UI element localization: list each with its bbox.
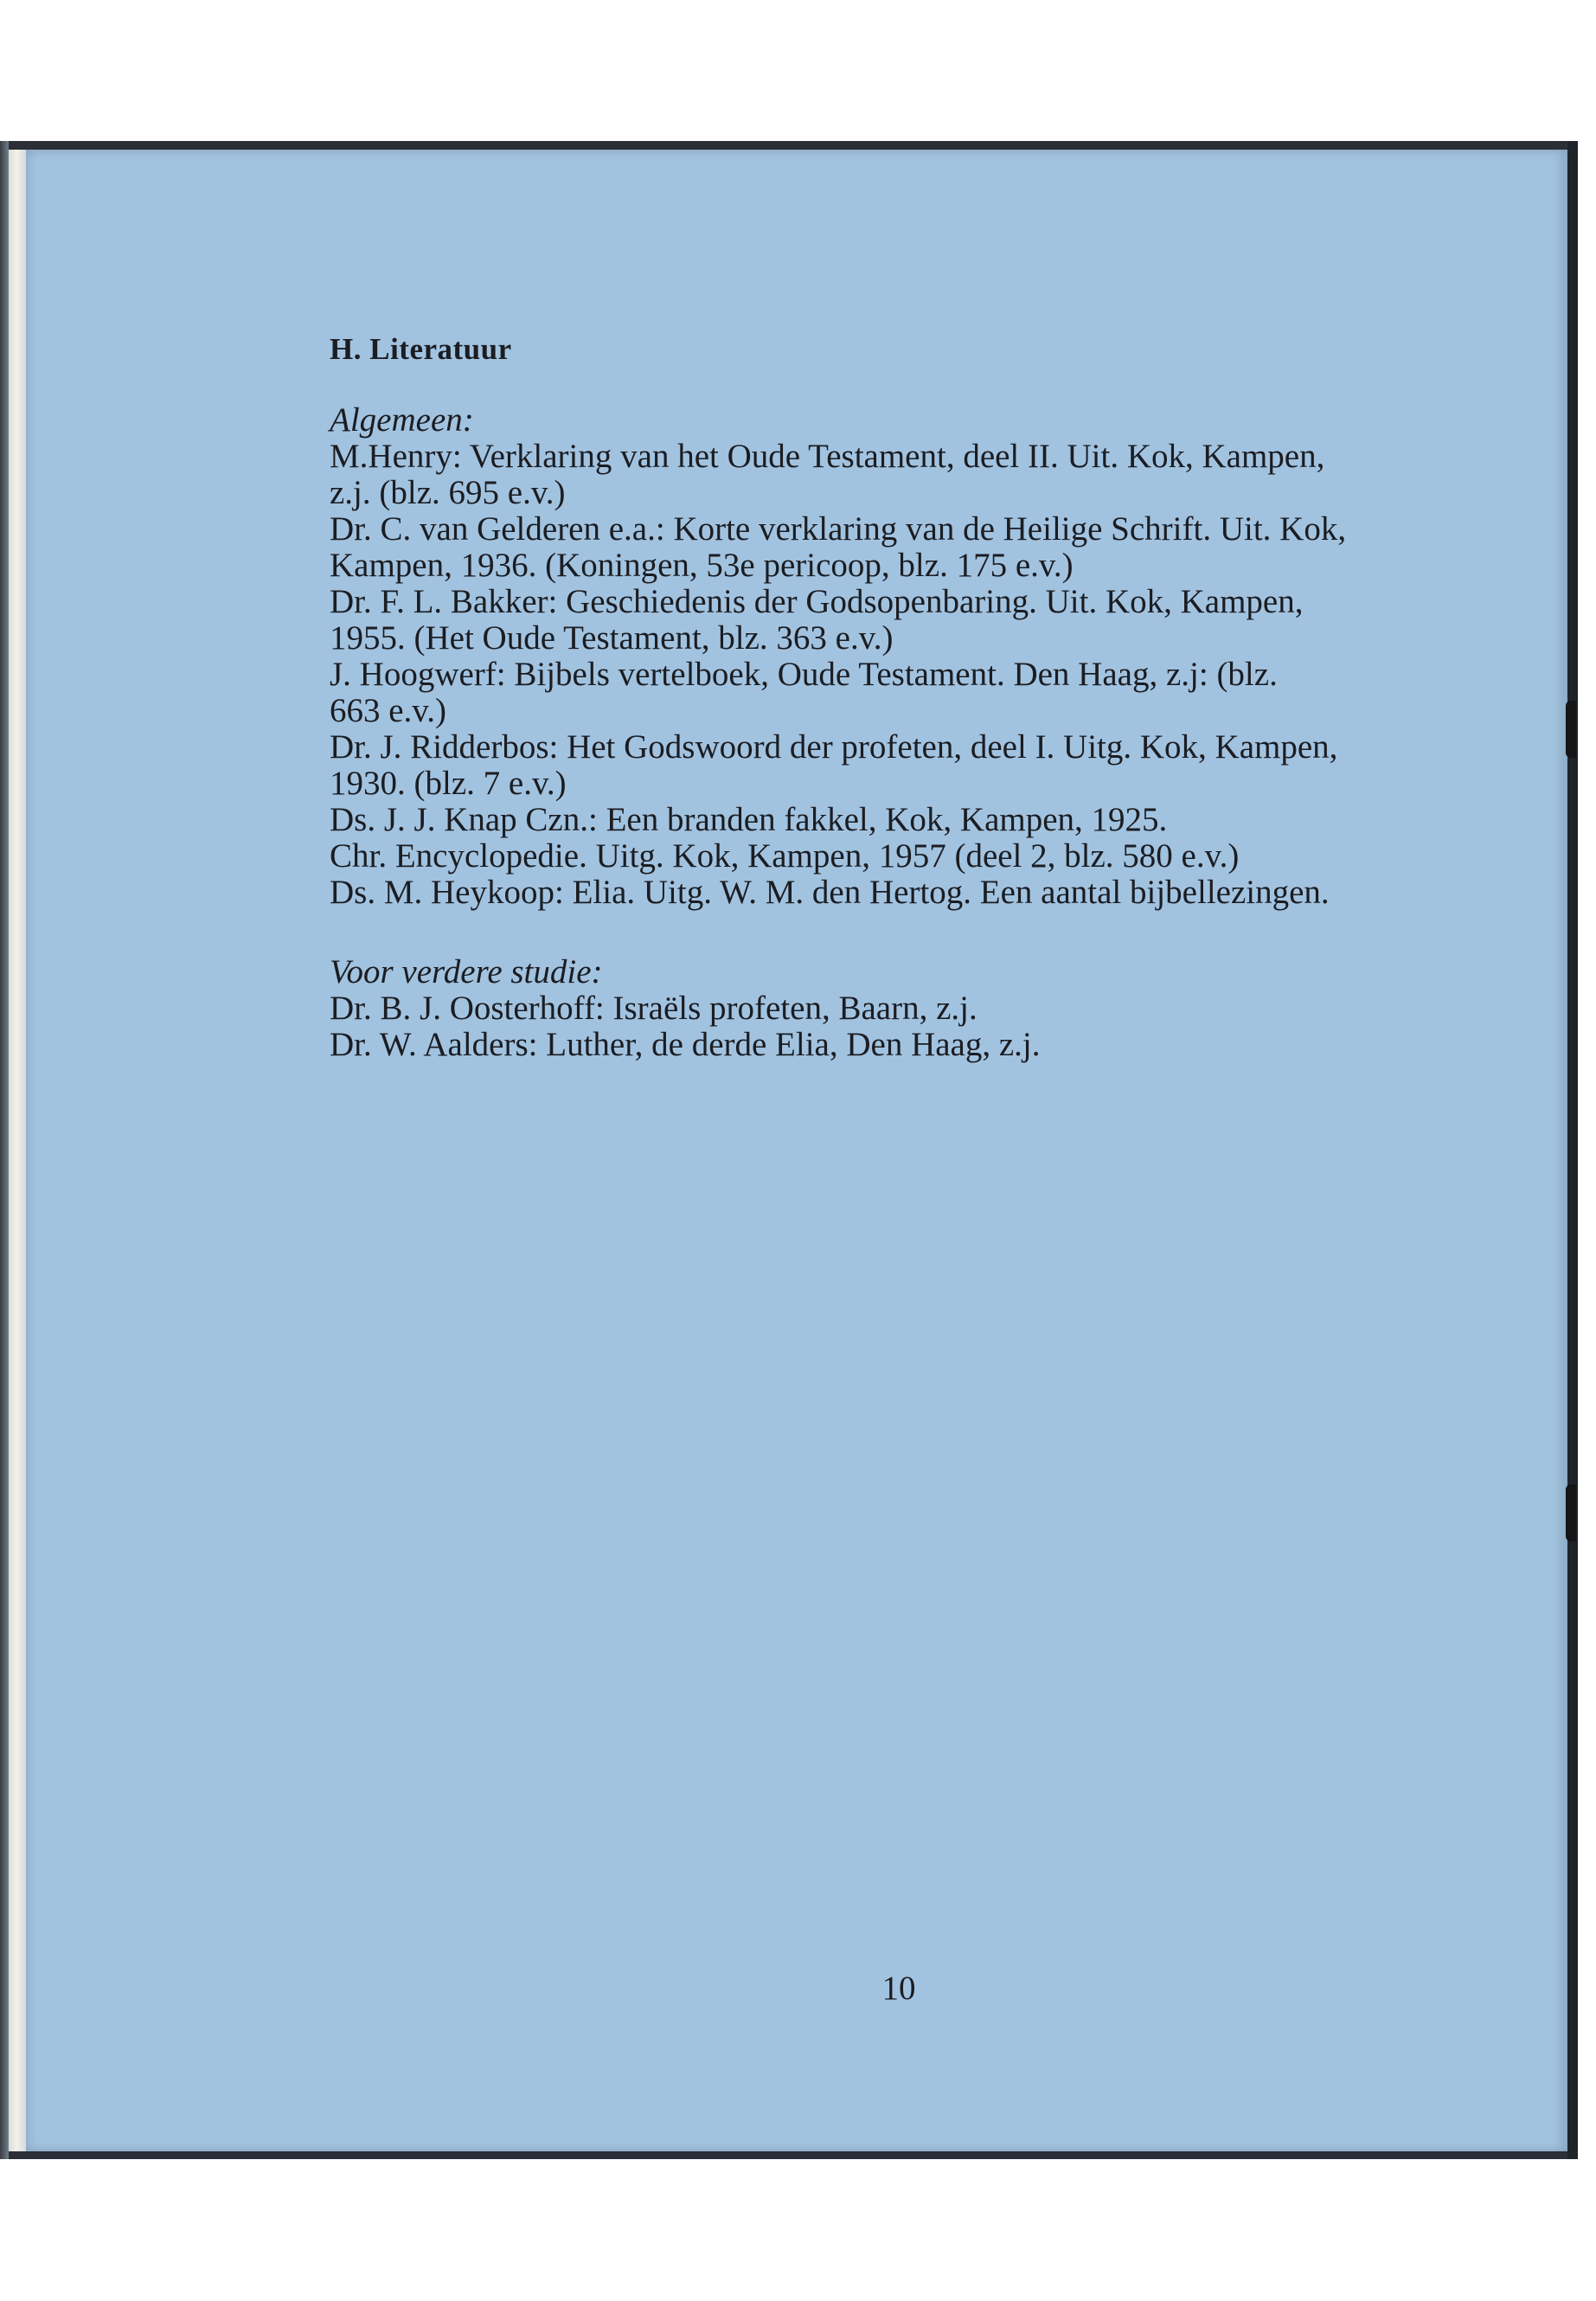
reference-line: z.j. (blz. 695 e.v.) bbox=[330, 474, 566, 511]
reference-line: Kampen, 1936. (Koningen, 53e pericoop, blz. 175 e.v.) bbox=[330, 547, 1074, 584]
reference-line: Ds. M. Heykoop: Elia. Uitg. W. M. den Hertog. Een aantal bijbellezingen. bbox=[330, 874, 1330, 911]
literature-further-study-block bbox=[330, 954, 1041, 1063]
page-stack-edge bbox=[9, 150, 28, 2151]
book-spine-left-edge bbox=[0, 141, 9, 2159]
binder-ring bbox=[1566, 1484, 1576, 1541]
reference-line: Chr. Encyclopedie. Uitg. Kok, Kampen, 1957 (deel 2, blz. 580 e.v.) bbox=[330, 837, 1240, 875]
reference-line: Dr. W. Aalders: Luther, de derde Elia, Den Haag, z.j. bbox=[330, 1026, 1041, 1063]
binder-ring bbox=[1566, 701, 1576, 758]
reference-line: Ds. J. J. Knap Czn.: Een branden fakkel, Kok, Kampen, 1925. bbox=[330, 801, 1168, 838]
subsection-label-further-study: Voor verdere studie: bbox=[330, 953, 603, 990]
reference-line: Dr. B. J. Oosterhoff: Israëls profeten, Baarn, z.j. bbox=[330, 990, 977, 1027]
reference-line: J. Hoogwerf: Bijbels vertelboek, Oude Testament. Den Haag, z.j: (blz. bbox=[330, 656, 1278, 693]
book-cover-top-edge bbox=[0, 141, 1576, 150]
reference-line: 1930. (blz. 7 e.v.) bbox=[330, 765, 567, 802]
section-heading: H. Literatuur bbox=[330, 332, 512, 366]
book-cover-bottom-edge bbox=[0, 2151, 1576, 2159]
page-number: 10 bbox=[881, 1970, 916, 2007]
reference-line: Dr. J. Ridderbos: Het Godswoord der profeten, deel I. Uitg. Kok, Kampen, bbox=[330, 728, 1338, 766]
reference-line: 663 e.v.) bbox=[330, 692, 447, 729]
book-cover-right-edge bbox=[1567, 141, 1578, 2159]
reference-line: Dr. F. L. Bakker: Geschiedenis der Godsopenbaring. Uit. Kok, Kampen, bbox=[330, 583, 1304, 620]
reference-line: 1955. (Het Oude Testament, blz. 363 e.v.) bbox=[330, 619, 894, 657]
reference-line: M.Henry: Verklaring van het Oude Testament, deel II. Uit. Kok, Kampen, bbox=[330, 438, 1325, 475]
reference-line: Dr. C. van Gelderen e.a.: Korte verklaring van de Heilige Schrift. Uit. Kok, bbox=[330, 510, 1347, 548]
subsection-label-general: Algemeen: bbox=[330, 401, 474, 439]
literature-general-block bbox=[330, 402, 1346, 911]
